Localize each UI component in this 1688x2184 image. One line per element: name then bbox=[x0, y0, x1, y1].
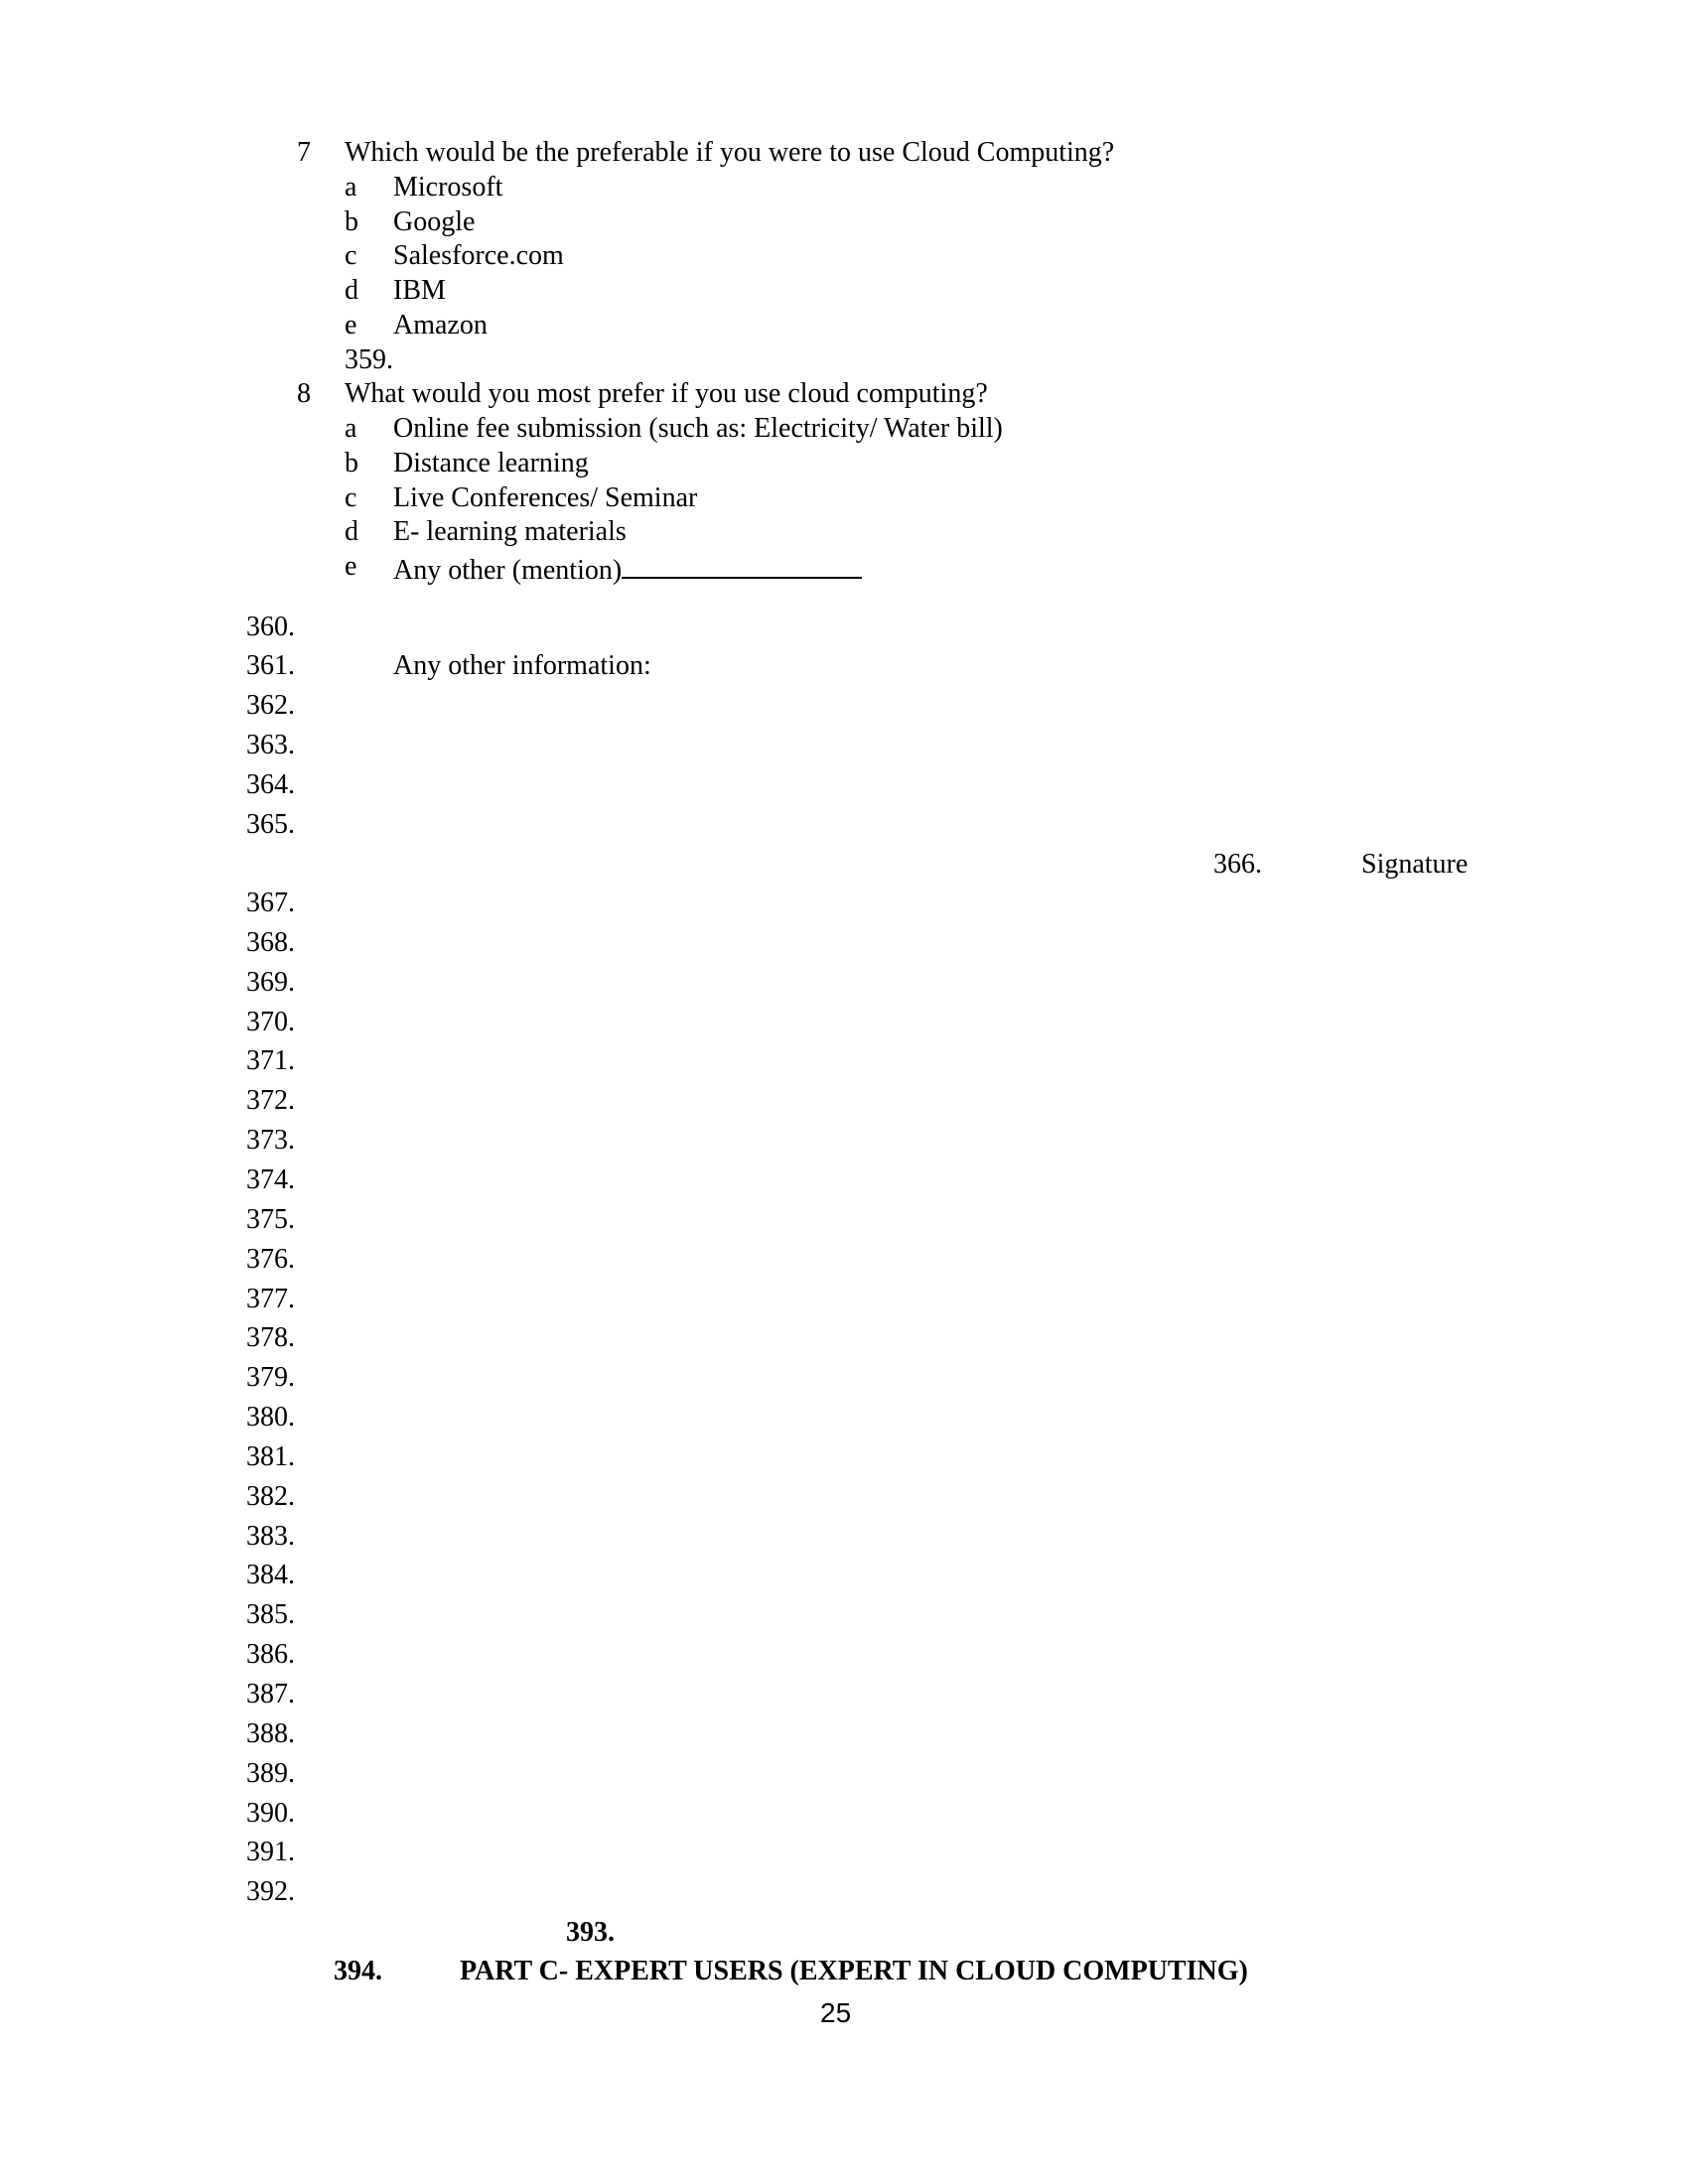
line-number: 381. bbox=[246, 1441, 295, 1472]
line-number: 382. bbox=[246, 1481, 295, 1512]
line-number: 365. bbox=[246, 809, 295, 840]
option-letter: d bbox=[345, 516, 358, 547]
line-number: 377. bbox=[246, 1284, 295, 1314]
line-number: 387. bbox=[246, 1679, 295, 1709]
option-text: IBM bbox=[393, 275, 446, 306]
question-8-number: 8 bbox=[297, 378, 311, 409]
line-number: 368. bbox=[246, 927, 295, 958]
line-number: 360. bbox=[246, 612, 295, 642]
mention-blank-line[interactable] bbox=[622, 553, 862, 579]
line-number: 384. bbox=[246, 1560, 295, 1590]
question-8-text: What would you most prefer if you use cloud computing? bbox=[345, 378, 988, 409]
option-text: Online fee submission (such as: Electricity/ Water bill) bbox=[393, 413, 1003, 444]
option-text: Salesforce.com bbox=[393, 240, 564, 271]
signature-label: Signature bbox=[1361, 849, 1469, 880]
line-number: 392. bbox=[246, 1876, 295, 1907]
page-number: 25 bbox=[820, 1997, 852, 2028]
line-number: 391. bbox=[246, 1837, 295, 1867]
option-letter: c bbox=[345, 240, 357, 271]
line-number: 369. bbox=[246, 967, 295, 998]
line-number: 371. bbox=[246, 1045, 295, 1076]
question-7-number: 7 bbox=[297, 137, 311, 168]
line-number: 364. bbox=[246, 769, 295, 800]
line-number: 386. bbox=[246, 1639, 295, 1670]
line-number: 389. bbox=[246, 1758, 295, 1789]
line-number: 375. bbox=[246, 1204, 295, 1235]
option-letter: c bbox=[345, 482, 357, 513]
option-letter: b bbox=[345, 448, 358, 478]
line-number: 367. bbox=[246, 887, 295, 918]
line-number: 393. bbox=[566, 1917, 615, 1948]
option-letter: e bbox=[345, 551, 357, 582]
line-number: 359. bbox=[345, 344, 393, 375]
option-letter: d bbox=[345, 275, 358, 306]
section-heading: PART C- EXPERT USERS (EXPERT IN CLOUD COMPUTING) bbox=[460, 1956, 1248, 1986]
line-number: 376. bbox=[246, 1244, 295, 1275]
option-text: Google bbox=[393, 206, 476, 237]
question-7-text: Which would be the preferable if you were to use Cloud Computing? bbox=[345, 137, 1115, 168]
any-other-information-label: Any other information: bbox=[393, 650, 651, 681]
option-text: Live Conferences/ Seminar bbox=[393, 482, 698, 513]
option-letter: a bbox=[345, 413, 357, 444]
line-number: 361. bbox=[246, 650, 295, 681]
line-number: 373. bbox=[246, 1125, 295, 1156]
line-number: 366. bbox=[1213, 849, 1262, 880]
line-number: 394. bbox=[334, 1956, 382, 1986]
line-number: 362. bbox=[246, 690, 295, 721]
line-number: 385. bbox=[246, 1599, 295, 1630]
option-text: Any other (mention) bbox=[393, 555, 623, 586]
option-text: Amazon bbox=[393, 310, 488, 341]
option-text: Microsoft bbox=[393, 172, 503, 203]
option-other bbox=[393, 553, 862, 585]
line-number: 390. bbox=[246, 1798, 295, 1829]
line-number: 379. bbox=[246, 1362, 295, 1393]
line-number: 378. bbox=[246, 1322, 295, 1353]
line-number: 374. bbox=[246, 1164, 295, 1195]
option-letter: a bbox=[345, 172, 357, 203]
option-text: Distance learning bbox=[393, 448, 589, 478]
option-letter: e bbox=[345, 310, 357, 341]
option-text: E- learning materials bbox=[393, 516, 627, 547]
option-letter: b bbox=[345, 206, 358, 237]
line-number: 388. bbox=[246, 1718, 295, 1749]
line-number: 380. bbox=[246, 1402, 295, 1433]
line-number: 363. bbox=[246, 730, 295, 760]
line-number: 370. bbox=[246, 1007, 295, 1037]
line-number: 372. bbox=[246, 1085, 295, 1116]
line-number: 383. bbox=[246, 1521, 295, 1552]
